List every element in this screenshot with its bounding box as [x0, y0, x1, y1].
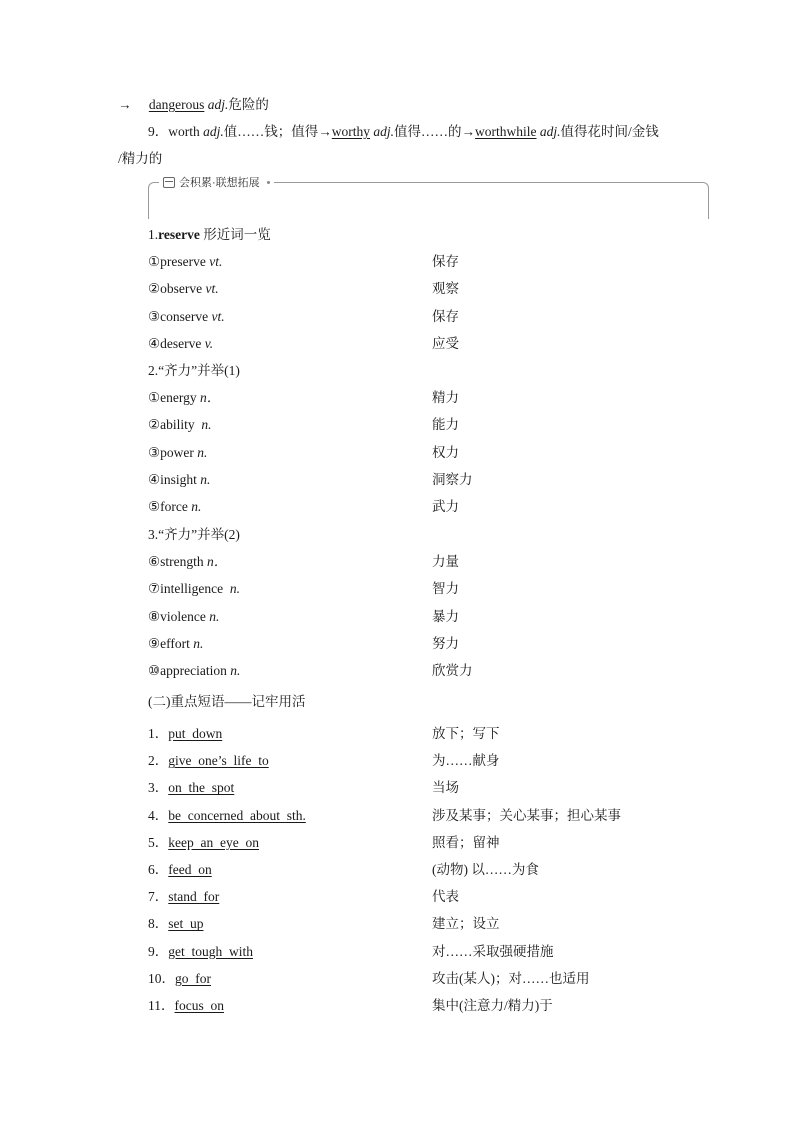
- vocab-item: [148, 308, 225, 326]
- vocab-item: [148, 471, 210, 489]
- phrase-item: [148, 779, 234, 797]
- item-pos: vt.: [205, 281, 219, 297]
- section3-heading: 3.“齐力”并举(2): [148, 527, 240, 542]
- phrase-text: get tough with: [168, 943, 253, 959]
- item-pos: n.: [200, 471, 211, 487]
- section2-heading: 2.“齐力”并举(1): [148, 363, 240, 378]
- vocab-item: [148, 444, 207, 462]
- phrase-text: stand for: [168, 889, 220, 905]
- section1-heading: [148, 226, 271, 244]
- item-pos: n．: [206, 554, 228, 569]
- phrase-number: 11．: [148, 998, 175, 1013]
- box-title: [159, 174, 274, 190]
- word-worth: worth: [168, 124, 200, 139]
- phrase-meaning: 涉及某事；关心某事；担心某事: [432, 807, 621, 823]
- item-pos: n.: [191, 499, 202, 515]
- phrase-item: [148, 943, 253, 961]
- item-pos: n.: [201, 417, 212, 433]
- intro-line-continued: /精力的: [118, 151, 163, 166]
- phrase-meaning: 当场: [432, 780, 459, 796]
- item-meaning: 洞察力: [432, 471, 473, 487]
- item-meaning: 暴力: [432, 608, 459, 624]
- phrase-meaning: 攻击(某人)；对……也适用: [432, 970, 590, 986]
- pos-label: adj.: [207, 97, 229, 112]
- vocab-item: [148, 280, 219, 298]
- item-meaning: 武力: [432, 499, 459, 515]
- phrase-item: [148, 970, 211, 988]
- vocab-item: [148, 580, 240, 598]
- phrase-text: set up: [168, 916, 204, 932]
- item-meaning: 权力: [432, 444, 459, 460]
- phrase-text: keep an eye on: [168, 834, 259, 850]
- vocab-item: [148, 635, 203, 653]
- item-meaning: 欣赏力: [432, 663, 473, 679]
- phrase-meaning: 建立；设立: [432, 916, 500, 932]
- meaning-text: 危险的: [228, 97, 269, 112]
- item-meaning: 能力: [432, 417, 459, 433]
- phrase-item: [148, 834, 259, 852]
- phrase-number: 7．: [148, 889, 169, 905]
- phrase-item: [148, 997, 224, 1015]
- item-pos: n.: [193, 635, 204, 651]
- heading-rest: 形近词一览: [199, 227, 271, 242]
- item-word: preserve: [160, 254, 210, 269]
- box-title-text: 会积累·联想拓展: [179, 177, 260, 189]
- heading-number: 1.: [148, 227, 159, 242]
- phrase-text: focus on: [174, 998, 224, 1013]
- phrase-meaning: 放下；写下: [432, 726, 500, 741]
- item-marker: ④: [148, 335, 161, 351]
- pos-label: adj.: [203, 124, 224, 139]
- item-word: force: [160, 499, 192, 515]
- phrase-text: give one’s life to: [168, 753, 269, 769]
- vocab-item: [148, 662, 240, 680]
- item-word: deserve: [160, 335, 205, 351]
- item-meaning: 力量: [432, 554, 459, 569]
- answer-dangerous: dangerous: [148, 97, 205, 112]
- phrase-number: 4．: [148, 807, 169, 823]
- item-pos: vt.: [209, 254, 223, 269]
- item-meaning: 观察: [432, 281, 459, 297]
- item-pos: n．: [199, 390, 221, 405]
- meaning-text: 值得花时间/金钱: [560, 124, 659, 139]
- item-marker: ②: [148, 281, 161, 297]
- item-marker: ①: [148, 254, 161, 269]
- phrase-text: on the spot: [168, 780, 235, 796]
- phrase-number: 5．: [148, 834, 169, 850]
- item-word: effort: [160, 635, 194, 651]
- section-box: [148, 177, 709, 219]
- item-marker: ③: [148, 308, 161, 324]
- phrase-text: put down: [168, 726, 223, 741]
- item-word: ability: [160, 417, 202, 433]
- phrase-text: go for: [175, 970, 211, 986]
- phrase-meaning: (动物) 以……为食: [432, 862, 539, 877]
- vocab-item: [148, 253, 222, 271]
- item-marker: ⑧: [148, 608, 161, 624]
- item-meaning: 保存: [432, 254, 459, 269]
- answer-worthy: worthy: [331, 124, 371, 139]
- item-marker: ⑨: [148, 635, 161, 651]
- intro-line-dangerous: [118, 96, 269, 114]
- phrase-meaning: 照看；留神: [432, 834, 500, 850]
- dot-icon: [267, 181, 270, 184]
- item-pos: vt.: [211, 308, 225, 324]
- phrase-item: [148, 861, 212, 879]
- item-pos: n.: [229, 581, 240, 597]
- phrase-text: be concerned about sth.: [168, 807, 306, 823]
- item-word: power: [160, 444, 198, 460]
- item-marker: ①: [148, 390, 161, 405]
- item-pos: n.: [209, 608, 220, 624]
- pos-label: adj.: [373, 124, 395, 139]
- phrase-meaning: 集中(注意力/精力)于: [432, 998, 553, 1013]
- item-word: observe: [160, 281, 206, 297]
- phrase-item: [148, 752, 269, 770]
- item-meaning: 努力: [432, 635, 459, 651]
- item-pos: n.: [230, 663, 241, 679]
- phrase-item: [148, 888, 219, 906]
- heading-word: reserve: [158, 227, 200, 242]
- vocab-item: [148, 608, 219, 626]
- item-meaning: 保存: [432, 308, 459, 324]
- arrow-icon: →: [118, 97, 132, 112]
- vocab-item: [148, 389, 220, 407]
- item-pos: n.: [197, 444, 208, 460]
- item-marker: ②: [148, 417, 161, 433]
- item-meaning: 智力: [432, 581, 459, 597]
- meaning-text: 值得……的: [394, 124, 462, 139]
- item-word: intelligence: [160, 581, 230, 597]
- item-pos: v.: [204, 335, 214, 351]
- arrow-icon: →: [318, 124, 332, 139]
- item-marker: ⑤: [148, 499, 161, 515]
- arrow-icon: →: [461, 124, 476, 139]
- phrase-number: 2．: [148, 753, 169, 769]
- phrase-number: 10．: [148, 970, 175, 986]
- item-marker: ③: [148, 444, 161, 460]
- pos-label: adj.: [539, 124, 561, 139]
- item-word: appreciation: [160, 663, 231, 679]
- item-word: strength: [160, 554, 207, 569]
- vocab-item: [148, 553, 227, 571]
- phrase-meaning: 为……献身: [432, 753, 500, 769]
- phrase-meaning: 代表: [432, 889, 459, 905]
- phrase-number: 9．: [148, 943, 169, 959]
- meaning-text: 值……钱；值得: [223, 124, 319, 139]
- phrase-item: [148, 915, 204, 933]
- item-meaning: 应受: [432, 335, 459, 351]
- vocab-item: [148, 416, 211, 434]
- item-marker: ④: [148, 471, 161, 487]
- item-marker: ⑩: [148, 663, 161, 679]
- phrase-item: [148, 807, 306, 825]
- phrase-text: feed on: [168, 862, 212, 877]
- phrase-number: 6．: [148, 862, 169, 877]
- item-word: energy: [160, 390, 200, 405]
- vocab-item: [148, 498, 201, 516]
- item-number: 9．: [148, 124, 169, 139]
- intro-line-worth: [148, 123, 659, 141]
- item-marker: ⑥: [148, 554, 161, 569]
- phrases-heading: (二)重点短语——记牢用活: [148, 694, 306, 709]
- item-marker: ⑦: [148, 581, 161, 597]
- phrase-number: 8．: [148, 916, 169, 932]
- vocab-item: [148, 335, 213, 353]
- answer-worthwhile: worthwhile: [475, 124, 537, 139]
- item-word: violence: [160, 608, 210, 624]
- item-word: conserve: [160, 308, 212, 324]
- book-icon: [163, 177, 175, 188]
- item-meaning: 精力: [432, 390, 459, 405]
- item-word: insight: [160, 471, 201, 487]
- phrase-meaning: 对……采取强硬措施: [432, 943, 554, 959]
- phrase-number: 1．: [148, 726, 169, 741]
- phrase-item: [148, 725, 222, 743]
- phrase-number: 3．: [148, 780, 169, 796]
